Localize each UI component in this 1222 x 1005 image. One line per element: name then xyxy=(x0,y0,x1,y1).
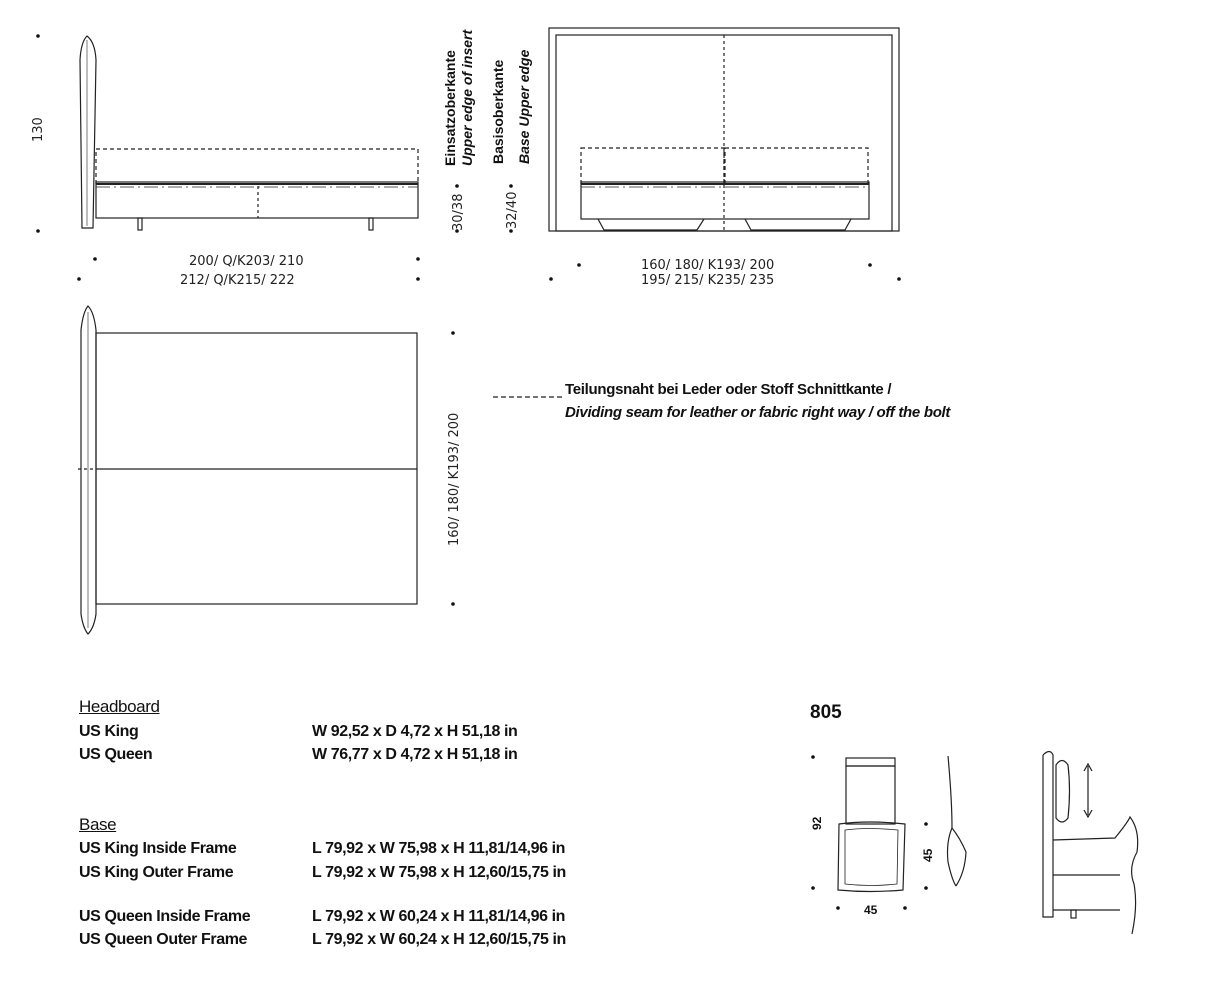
front-width-line2: 195/ 215/ K235/ 235 xyxy=(641,273,775,288)
front-mattress-right xyxy=(725,148,868,184)
spec-row-name: US King xyxy=(79,723,139,740)
spec-row-value: L 79,92 x W 60,24 x H 12,60/15,75 in xyxy=(312,931,566,948)
spec-row-name: US King Outer Frame xyxy=(79,864,234,881)
legend-english: Dividing seam for leather or fabric right way / off the bolt xyxy=(565,404,951,421)
side-headboard xyxy=(80,36,96,228)
legend-german: Teilungsnaht bei Leder oder Stoff Schnittkante / xyxy=(565,381,892,398)
spec-row-value: L 79,92 x W 75,98 x H 12,60/15,75 in xyxy=(312,864,566,881)
nightstand-front xyxy=(838,822,905,892)
nightstand-drawings xyxy=(838,752,1138,935)
spec-row-name: US Queen Inside Frame xyxy=(79,908,251,925)
front-headboard-outer xyxy=(549,28,899,231)
insert-height-label: 30/38 xyxy=(451,193,466,231)
nightstand-section xyxy=(1043,752,1053,918)
base-edge-label-prefix: Base xyxy=(516,130,532,164)
base-edge-label-en xyxy=(516,49,532,164)
spec-row-value: W 92,52 x D 4,72 x H 51,18 in xyxy=(312,723,518,740)
side-height-label: 130 xyxy=(31,117,46,142)
top-width-label: 160/ 180/ K193/ 200 xyxy=(447,412,462,546)
side-leg-right xyxy=(369,218,373,230)
side-mattress-insert xyxy=(96,149,418,184)
front-base xyxy=(581,182,869,219)
nightstand-height-label: 92 xyxy=(810,816,824,830)
nightstand-top-plate xyxy=(846,758,895,766)
front-mattress-left xyxy=(581,148,724,184)
side-length-line2: 212/ Q/K215/ 222 xyxy=(180,273,295,288)
base-edge-label-de: Basisoberkante xyxy=(490,59,506,164)
spec-row-name: US Queen xyxy=(79,746,153,763)
spec-row-value: W 76,77 x D 4,72 x H 51,18 in xyxy=(312,746,518,763)
nightstand-model-number: 805 xyxy=(810,702,842,723)
top-view xyxy=(78,306,562,634)
dimension-dots xyxy=(36,34,928,910)
base-height-label: 32/40 xyxy=(505,191,520,229)
front-view xyxy=(549,28,899,231)
insert-edge-label-de: Einsatzoberkante xyxy=(442,50,458,166)
spec-row-name: US King Inside Frame xyxy=(79,840,237,857)
front-foot-right xyxy=(745,219,851,230)
spec-row-value: L 79,92 x W 75,98 x H 11,81/14,96 in xyxy=(312,840,566,857)
spec-row-value: L 79,92 x W 60,24 x H 11,81/14,96 in xyxy=(312,908,566,925)
side-leg-left xyxy=(138,218,142,230)
top-headboard xyxy=(81,306,96,634)
front-foot-left xyxy=(598,219,704,230)
nightstand-width-label: 45 xyxy=(864,903,878,917)
nightstand-side-profile xyxy=(948,756,966,886)
base-edge-label-suffix: Upper edge xyxy=(516,49,532,127)
base-heading: Base xyxy=(79,815,117,834)
headboard-heading: Headboard xyxy=(79,697,160,716)
nightstand-depth-label: 45 xyxy=(921,848,935,862)
side-length-line1: 200/ Q/K203/ 210 xyxy=(189,254,304,269)
front-width-line1: 160/ 180/ K193/ 200 xyxy=(641,258,775,273)
side-view xyxy=(80,36,418,230)
insert-edge-label-en: Upper edge of insert xyxy=(459,29,475,166)
spec-row-name: US Queen Outer Frame xyxy=(79,931,248,948)
